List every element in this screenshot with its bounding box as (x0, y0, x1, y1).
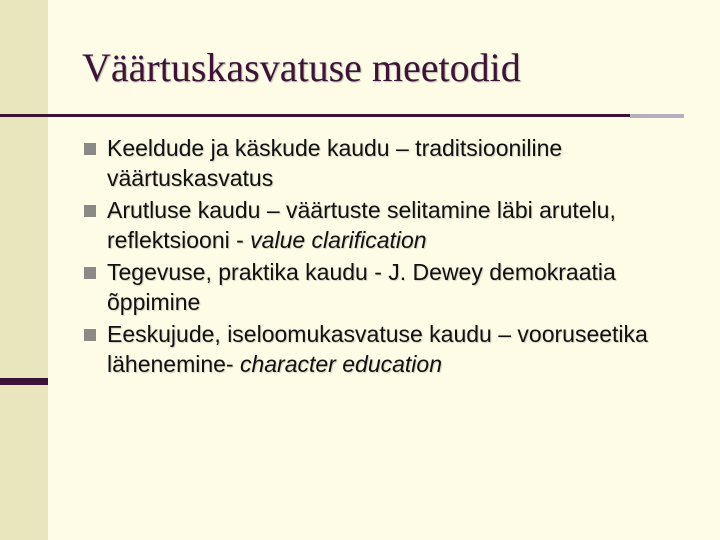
bullet-list (82, 133, 682, 381)
square-bullet-icon (84, 329, 96, 341)
title-divider (0, 114, 630, 117)
bullet-text: Tegevuse, praktika kaudu - J. Dewey demokraatia õppimine (107, 259, 616, 315)
bullet-text-italic: character education (239, 351, 442, 377)
bullet-item (82, 133, 682, 193)
sidebar-strip (0, 0, 48, 540)
bullet-item (82, 319, 682, 379)
bullet-text: Arutluse kaudu – väärtuste selitamine läbi arutelu, reflektsiooni - (107, 197, 616, 253)
square-bullet-icon (84, 143, 96, 155)
title-divider-end (630, 114, 684, 118)
sidebar-accent-bar (0, 378, 48, 385)
bullet-text: Eeskujude, iseloomukasvatuse kaudu – vooruseetika lähenemine- (107, 321, 648, 377)
bullet-item (82, 257, 682, 317)
bullet-text: Keeldude ja käskude kaudu – traditsiooniline väärtuskasvatus (107, 135, 563, 191)
square-bullet-icon (84, 205, 96, 217)
slide-title: Väärtuskasvatuse meetodid (82, 45, 521, 90)
bullet-text-italic: value clarification (250, 227, 427, 253)
bullet-item (82, 195, 682, 255)
square-bullet-icon (84, 267, 96, 279)
